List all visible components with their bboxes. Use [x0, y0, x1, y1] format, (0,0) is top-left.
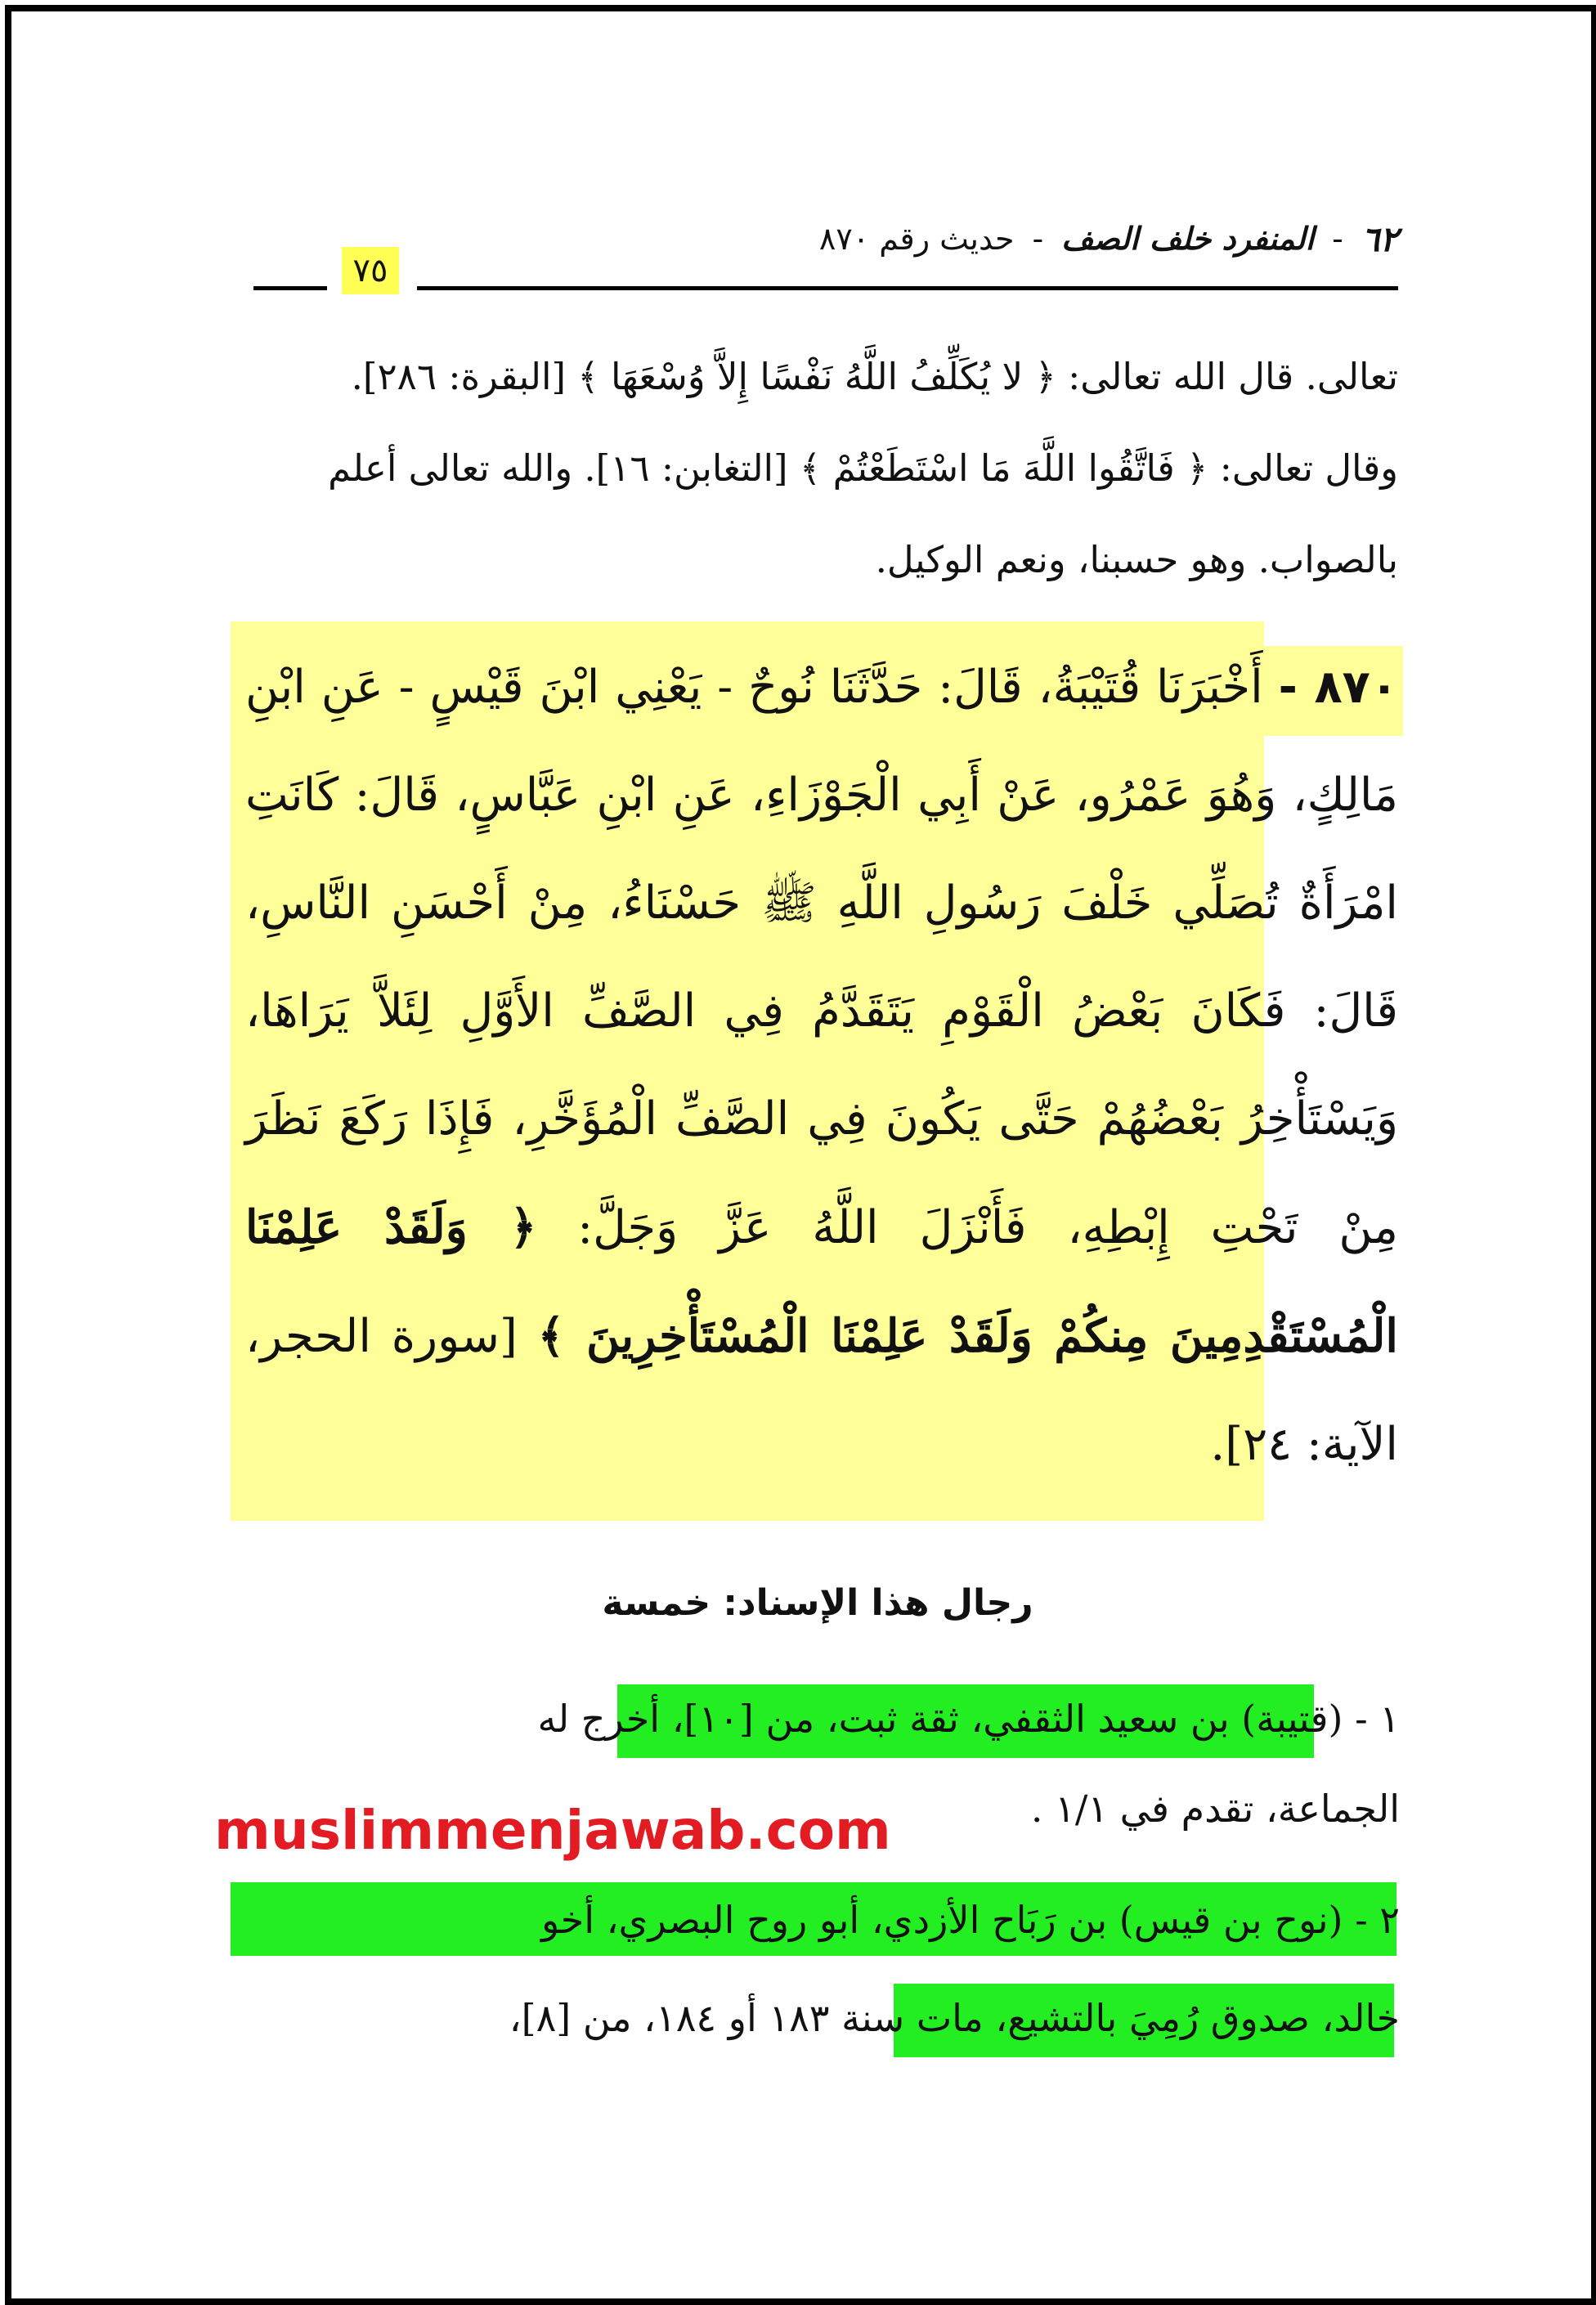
narrator1-name: ١ - (قتيبة) بن سعيد الثقفي، ثقة ثبت [838, 1697, 1400, 1741]
header-separator: - [1332, 221, 1343, 257]
chapter-title: المنفرد خلف الصف [1061, 221, 1315, 257]
narrator1-line2: الجماعة، تقدم في ١/١ . [1030, 1787, 1400, 1831]
header-separator-2: - [1032, 221, 1044, 257]
header-rule-right [417, 286, 1398, 290]
page-number: ٦٢ [1361, 218, 1398, 259]
intro-line-3: بالصواب. وهو حسبنا، ونعم الوكيل. [875, 538, 1398, 581]
hadith-body: أَخْبَرَنَا قُتَيْبَةُ، قَالَ: حَدَّثَنَا نُوحٌ - يَعْنِي ابْنَ قَيْسٍ - عَنِ ابْنِ مَالِكٍ، وَهُوَ عَمْرُو، عَنْ أَبِي الْجَوْزَاءِ، عَنِ ابْنِ عَبَّاسٍ، قَالَ: كَانَتِ امْرَأَةٌ تُصَلِّي خَلْفَ رَسُولِ اللَّهِ ﷺ حَسْنَاءُ، مِنْ أَحْسَنِ النَّاسِ، قَالَ: فَكَانَ بَعْضُ الْقَوْمِ يَتَقَدَّمُ فِي الصَّفِّ الأَوَّلِ لِئَلاَّ يَرَاهَا، وَيَسْتَأْخِرُ بَعْضُهُمْ حَتَّى يَكُونَ فِي الصَّفِّ الْمُؤَخَّرِ، فَإِذَا رَكَعَ نَظَرَ مِنْ تَحْتِ إِبْطِهِ، فَأَنْزَلَ اللَّهُ عَزَّ وَجَلَّ: [245, 661, 1398, 1254]
verse-citation: [سورة الحجر، الآية: ٢٤]. [245, 1310, 1398, 1471]
hadith-text [245, 634, 1398, 1499]
narrator2-grade: خالد، صدوق رُمِيَ بالتشيع [1007, 1996, 1400, 2040]
narrator1-rest: ، من [١٠]، أخرج له [537, 1697, 839, 1741]
watermark: muslimmenjawab.com [214, 1799, 891, 1862]
running-header [253, 214, 1398, 263]
narrator1-line1 [537, 1694, 1400, 1743]
page-badge: ٧٥ [342, 247, 399, 294]
intro-line-1: تعالى. قال الله تعالى: ﴿ لا يُكَلِّفُ اللَّهُ نَفْسًا إِلاَّ وُسْعَهَا ﴾ [البقرة: ٢٨٦]. [351, 355, 1398, 398]
intro-paragraph [245, 331, 1398, 606]
header-rule-left [253, 286, 327, 290]
hadith-number: ٨٧٠ - [1278, 661, 1398, 714]
narrator2-line2 [509, 1993, 1400, 2043]
hadith-reference: حديث رقم ٨٧٠ [818, 221, 1015, 257]
narrators-heading: رجال هذا الإسناد: خمسة [602, 1582, 1033, 1624]
quran-verse: ﴿ وَلَقَدْ عَلِمْنَا الْمُسْتَقْدِمِينَ مِنكُمْ وَلَقَدْ عَلِمْنَا الْمُسْتَأْخِرِينَ ﴾ [245, 1200, 1398, 1363]
narrator2-rest: ، مات سنة ١٨٣ أو ١٨٤، من [٨]، [509, 1996, 1008, 2040]
intro-line-2: وقال تعالى: ﴿ فَاتَّقُوا اللَّهَ مَا اسْتَطَعْتُمْ ﴾ [التغابن: ١٦]. والله تعالى أعلم [328, 446, 1398, 490]
narrator2-line1: ٢ - (نوح بن قيس) بن رَبَاح الأزدي، أبو روح البصري، أخو [541, 1898, 1400, 1942]
